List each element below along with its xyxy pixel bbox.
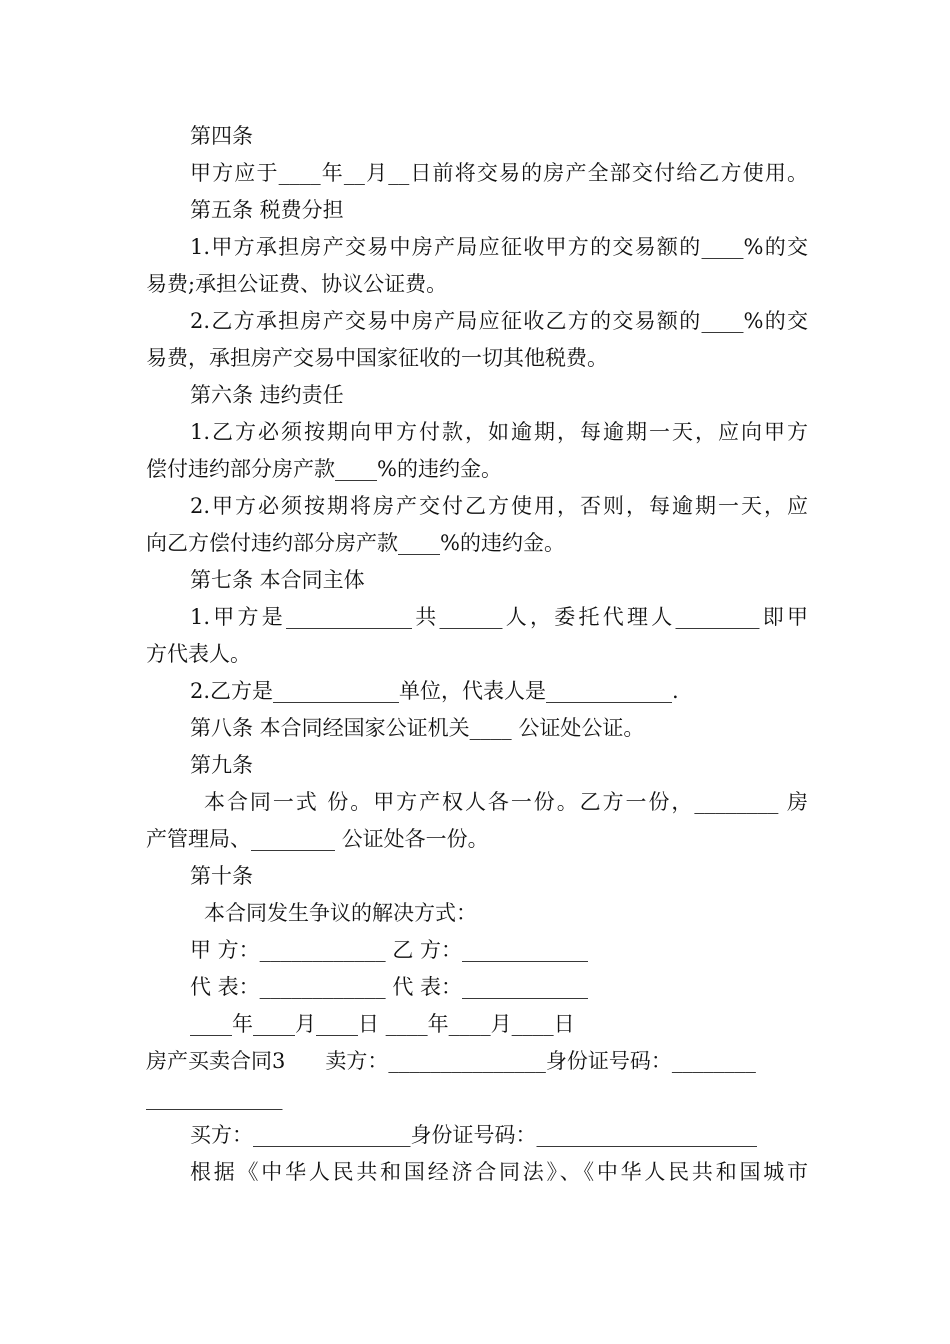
article-4-heading: 第四条 xyxy=(190,124,253,148)
contract-3-seller-line: 房产买卖合同3 卖方：_______________身份证号码：________ xyxy=(146,1049,756,1073)
article-6-clause-1-line-2: 偿付违约部分房产款____%的违约金。 xyxy=(146,457,502,481)
article-5-clause-2-line-2: 易费，承担房产交易中国家征收的一切其他税费。 xyxy=(146,346,608,370)
signature-dates: ____年____月____日 ____年____月____日 xyxy=(190,1012,575,1036)
article-9-text-line-2: 产管理局、________ 公证处各一份。 xyxy=(146,827,489,851)
article-6-heading: 第六条 违约责任 xyxy=(190,383,344,407)
article-7-clause-1-line-2: 方代表人。 xyxy=(146,642,251,666)
article-10-heading: 第十条 xyxy=(190,864,253,888)
article-9-heading: 第九条 xyxy=(190,753,253,777)
article-6-clause-2-line-2: 向乙方偿付违约部分房产款____%的违约金。 xyxy=(146,531,565,555)
article-9-text-line-1: 本合同一式 份。甲方产权人各一份。乙方一份，________ 房 xyxy=(204,790,808,814)
article-8: 第八条 本合同经国家公证机关____ 公证处公证。 xyxy=(190,716,645,740)
contract-3-seller-line-continued: _____________ xyxy=(146,1086,283,1110)
contract-3-preamble: 根据《中华人民共和国经济合同法》、《中华人民共和国城市 xyxy=(190,1160,808,1184)
article-4-text: 甲方应于____年__月__日前将交易的房产全部交付给乙方使用。 xyxy=(190,161,808,185)
article-7-heading: 第七条 本合同主体 xyxy=(190,568,365,592)
article-6-clause-2-line-1: 2.甲方必须按期将房产交付乙方使用，否则，每逾期一天，应 xyxy=(190,494,808,518)
article-10-text: 本合同发生争议的解决方式： xyxy=(204,901,477,925)
article-5-clause-2-line-1: 2.乙方承担房产交易中房产局应征收乙方的交易额的____%的交 xyxy=(190,309,808,333)
signature-parties: 甲 方：____________ 乙 方：____________ xyxy=(190,938,589,962)
article-6-clause-1-line-1: 1.乙方必须按期向甲方付款，如逾期，每逾期一天，应向甲方 xyxy=(190,420,808,444)
article-5-heading: 第五条 税费分担 xyxy=(190,198,344,222)
signature-representatives: 代 表：____________ 代 表：____________ xyxy=(190,975,589,999)
article-5-clause-1-line-1: 1.甲方承担房产交易中房产局应征收甲方的交易额的____%的交 xyxy=(190,235,808,259)
article-7-clause-1-line-1: 1.甲方是____________共______人，委托代理人________即甲 xyxy=(190,605,808,629)
article-5-clause-1-line-2: 易费;承担公证费、协议公证费。 xyxy=(146,272,448,296)
contract-3-buyer-line: 买方：_______________身份证号码：_____________________ xyxy=(190,1123,757,1147)
article-7-clause-2: 2.乙方是____________单位，代表人是____________. xyxy=(190,679,679,703)
document-page xyxy=(146,118,808,1191)
